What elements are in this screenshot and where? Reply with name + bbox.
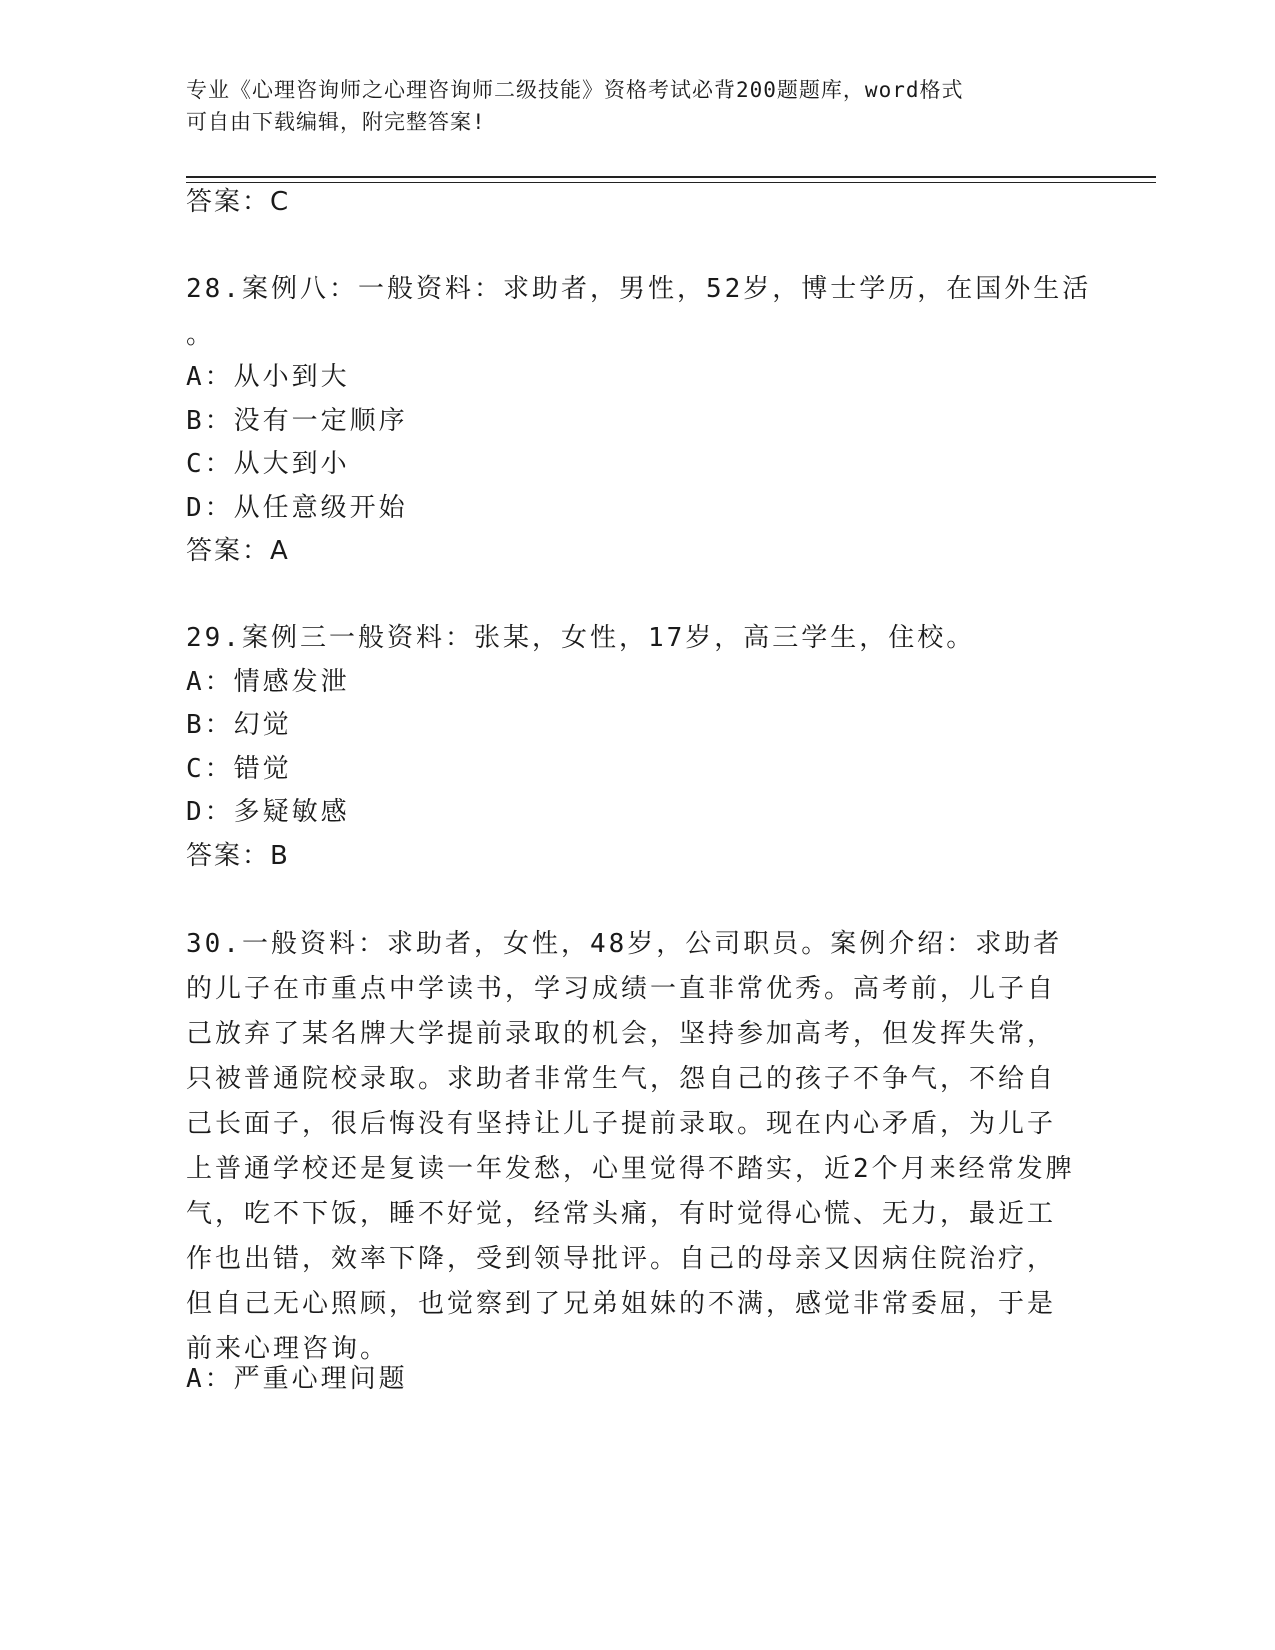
question-28-stem: 28.案例八：一般资料：求助者，男性，52岁，博士学历，在国外生活 (186, 274, 1092, 304)
question-28-option-a: A：从小到大 (186, 362, 350, 392)
question-30-stem: 30.一般资料：求助者，女性，48岁，公司职员。案例介绍：求助者的儿子在市重点中学读书，学习成绩一直非常优秀。高考前，儿子自己放弃了某名牌大学提前录取的机会，坚持参加高考，但发挥失常，只被普通院校录取。求助者非常生气，怨自己的孩子不争气，不给自己长面子，很后悔没有坚持让儿子提前录取。现在内心矛盾，为儿子上普通学校还是复读一年发愁，心里觉得不踏实，近2个月来经常发脾气，吃不下饭，睡不好觉，经常头痛，有时觉得心慌、无力，最近工作也出错，效率下降，受到领导批评。自己的母亲又因病住院治疗，但自己无心照顾，也觉察到了兄弟姐妹的不满，感觉非常委屈，于是前来心理咨询。 (186, 929, 1075, 1364)
question-28-option-b: B：没有一定顺序 (186, 406, 408, 436)
header-title-line-2: 可自由下载编辑，附完整答案! (186, 110, 486, 134)
document-header (186, 74, 1086, 138)
question-28-option-c: C：从大到小 (186, 449, 350, 479)
question-29-option-c: C：错觉 (186, 754, 292, 784)
header-divider-thick (186, 176, 1156, 178)
question-29-option-d: D：多疑敏感 (186, 797, 350, 827)
question-29-stem: 29.案例三一般资料：张某，女性，17岁，高三学生，住校。 (186, 623, 976, 653)
question-28-option-d: D：从任意级开始 (186, 493, 408, 523)
question-29-option-b: B：幻觉 (186, 710, 292, 740)
previous-answer: 答案：C (186, 187, 291, 217)
header-divider-thin (186, 182, 1156, 183)
question-29-option-a: A：情感发泄 (186, 667, 350, 697)
header-title-line-1: 专业《心理咨询师之心理咨询师二级技能》资格考试必背200题题库，word格式 (186, 78, 964, 102)
question-29-answer: 答案：B (186, 841, 290, 871)
question-28-stem-tail: 。 (186, 320, 216, 350)
question-28-answer: 答案：A (186, 536, 290, 566)
question-30-option-a: A：严重心理问题 (186, 1364, 408, 1394)
